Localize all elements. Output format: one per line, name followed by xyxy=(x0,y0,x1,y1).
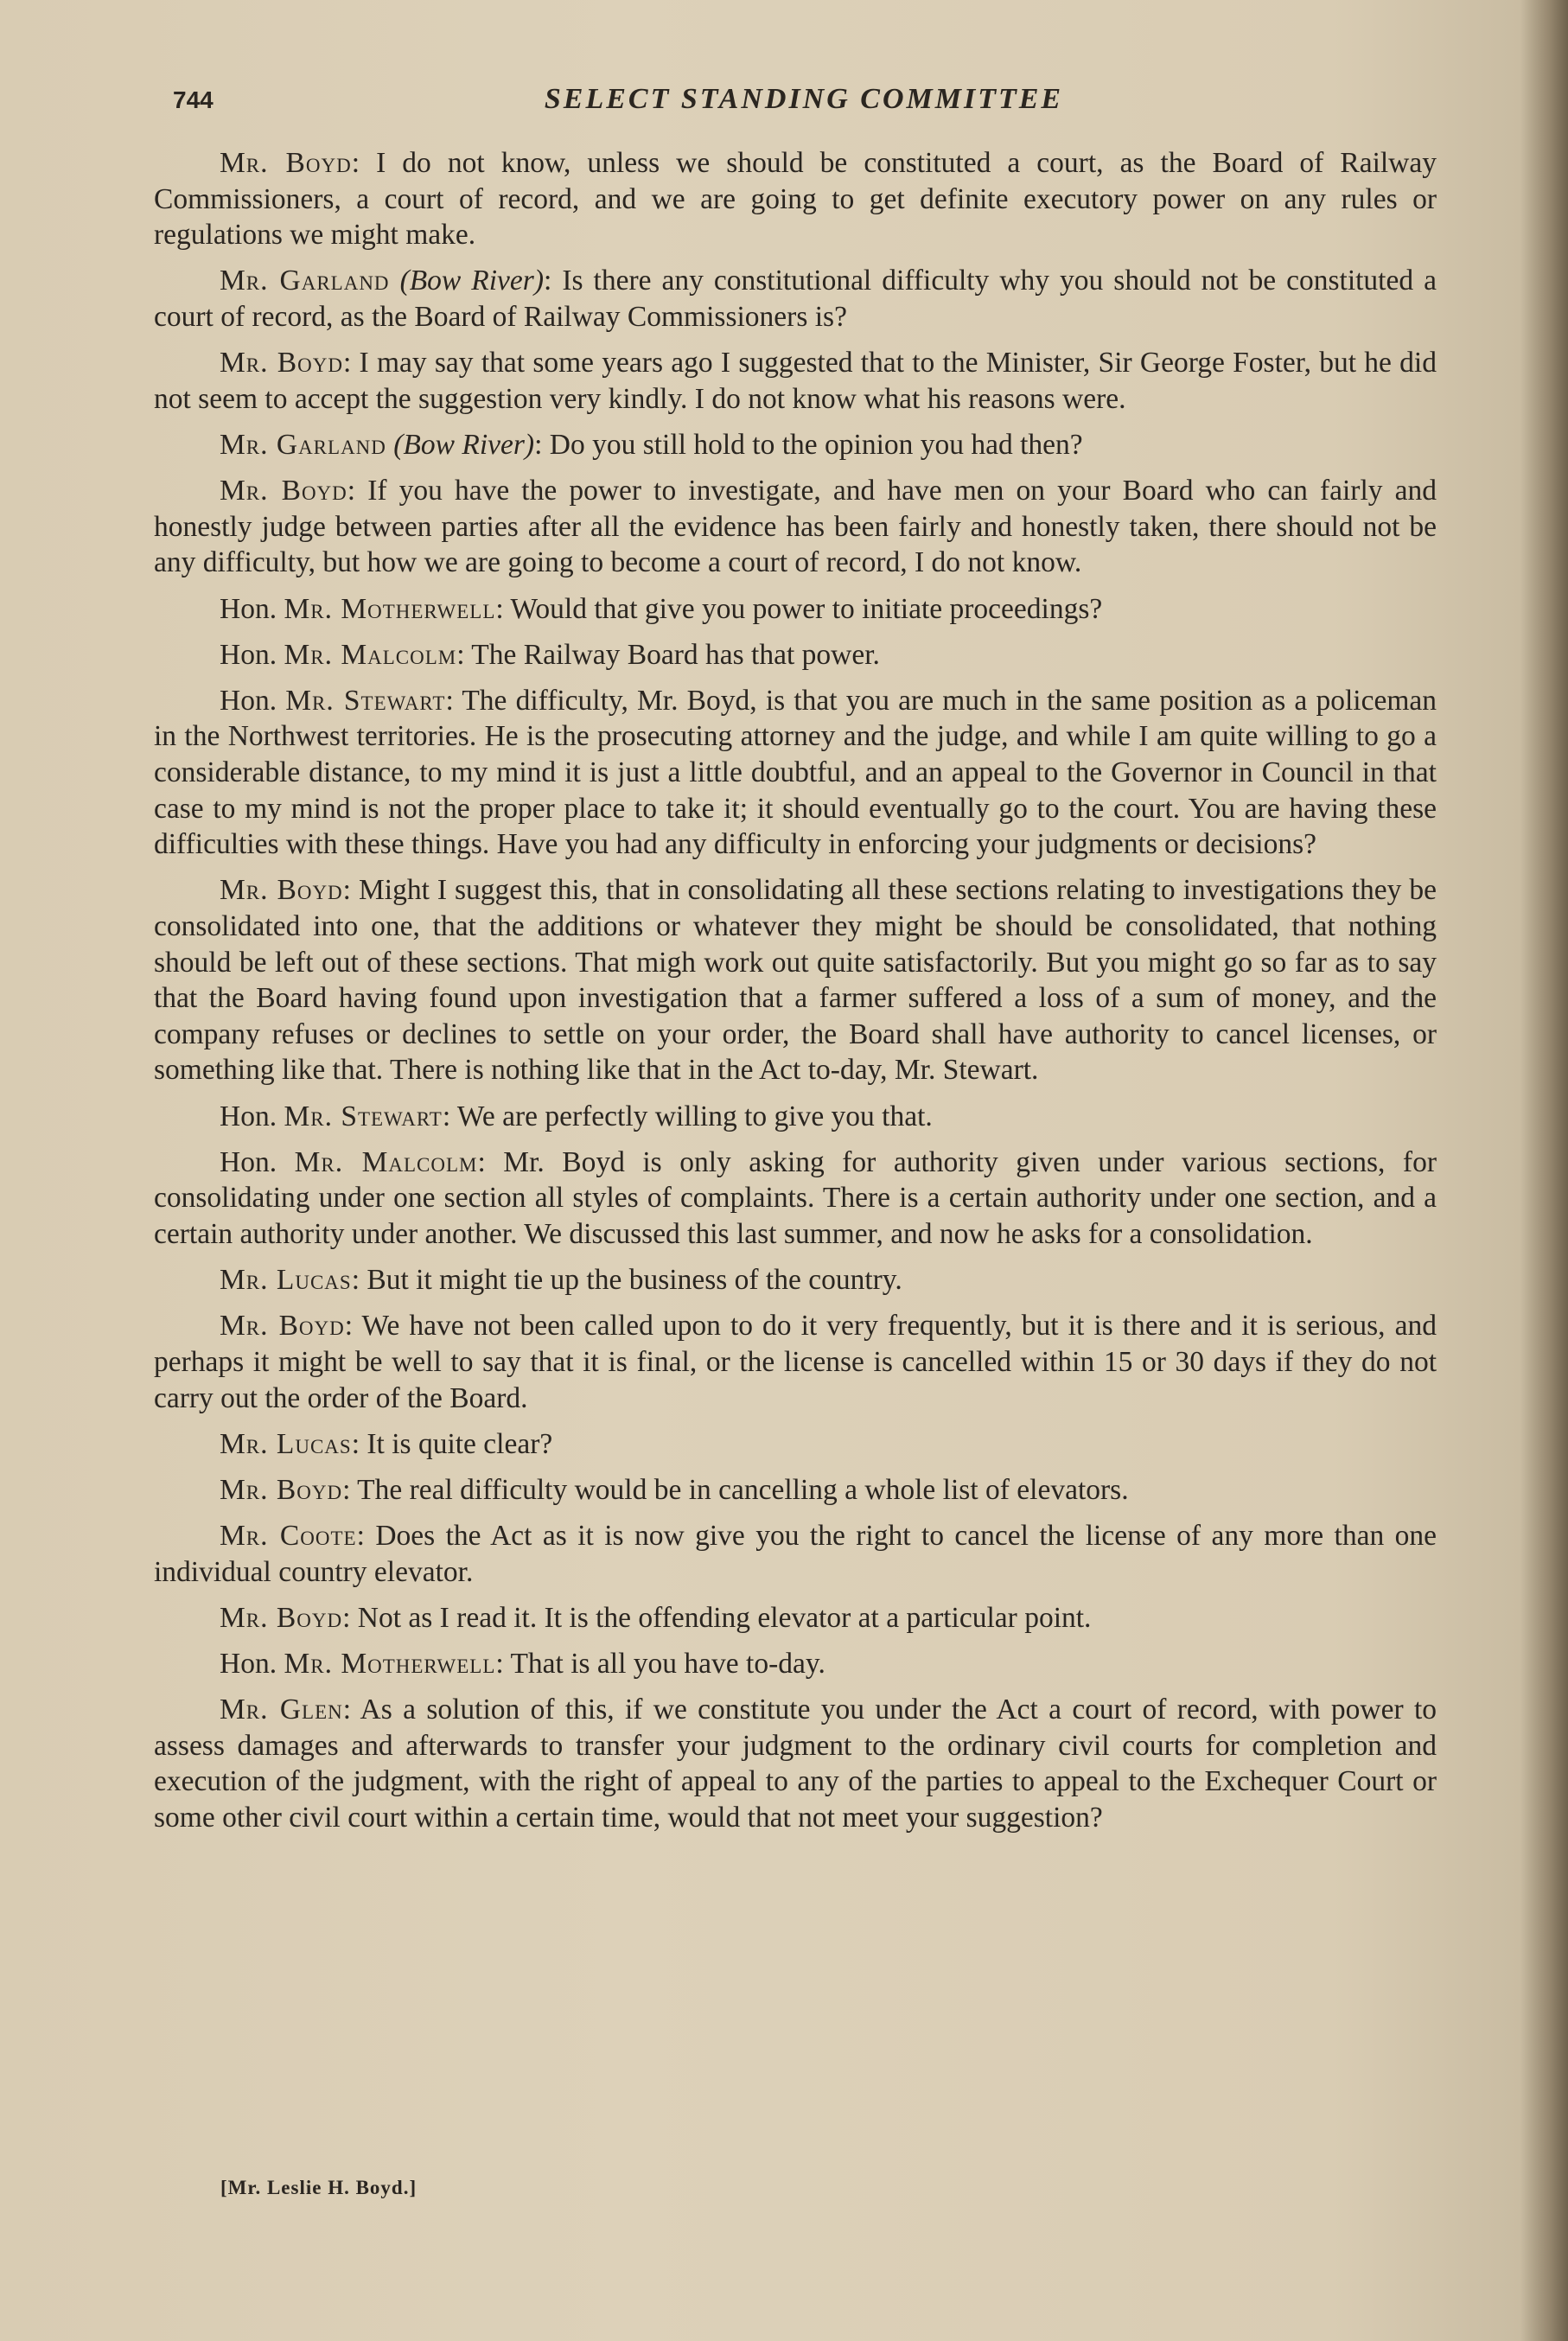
speaker-prefix: Hon. xyxy=(220,1100,284,1132)
running-head: SELECT STANDING COMMITTEE xyxy=(544,83,1064,115)
speech-paragraph xyxy=(154,1426,1437,1463)
speech-text: : Might I suggest this, that in consolidating all these sections relating to investigations they be consolidated into one, that the additions or whatever they might be should be consolidated, that nothing should be left out of these sections. That migh work out quite satisfactorily. But you might go so far as to say that the Board having found upon investigation that a farmer suffered a loss of a sum of money, and the company refuses or declines to settle on your order, the Board shall have authority to cancel licenses, or something like that. There is nothing like that in the Act to-day, Mr. Stewart. xyxy=(154,874,1437,1087)
speech-paragraph xyxy=(154,345,1437,417)
page-header xyxy=(173,83,1435,126)
speech-paragraph xyxy=(154,637,1437,673)
speaker-name: Mr. Malcolm xyxy=(294,1145,478,1178)
speaker-name: Mr. Stewart xyxy=(285,684,446,717)
speech-text: : Mr. Boyd is only asking for authority given under various sections, for consolidating under one section all styles of complaints. There is a certain authority under one section, and a certain authority under another. We discussed this last summer, and now he asks for a consolidation. xyxy=(154,1145,1437,1250)
speaker-riding: (Bow River) xyxy=(393,428,535,461)
speech-text: : The real difficulty would be in cancelling a whole list of elevators. xyxy=(342,1473,1129,1506)
speech-paragraph xyxy=(154,427,1437,463)
speech-text: : As a solution of this, if we constitute you under the Act a court of record, with power to assess damages and afterwards to transfer your judgment to the ordinary civil courts for completion and execution of the judgment, with the right of appeal to any of the parties to appeal to the Exchequer Court or some other civil court within a certain time, would that not meet your suggestion? xyxy=(154,1694,1437,1834)
speech-paragraph xyxy=(154,1518,1437,1590)
speaker-name: Mr. Boyd xyxy=(220,1601,343,1634)
speech-text: : I do not know, unless we should be constituted a court, as the Board of Railway Commissioners, a court of record, and we are going to get definite executory power on any rules or regulations we might make. xyxy=(154,147,1437,252)
speech-paragraph xyxy=(154,872,1437,1088)
speech-text: : If you have the power to investigate, and have men on your Board who can fairly and honestly judge between parties after all the evidence has been fairly and honestly taken, there should not be any difficulty, but how we are going to become a court of record, I do not know. xyxy=(154,475,1437,579)
speech-text: : It is quite clear? xyxy=(351,1427,553,1460)
speaker-name: Mr. Motherwell xyxy=(284,592,496,625)
speech-text: : Is there any constitutional difficulty why you should not be constituted a court of record, as the Board of Railway Commissioners is? xyxy=(154,265,1437,333)
page-binding-shadow xyxy=(1520,0,1568,2341)
speaker-name: Mr. Boyd xyxy=(220,475,347,507)
speech-paragraph xyxy=(154,1099,1437,1135)
speech-paragraph xyxy=(154,1262,1437,1298)
speech-text: : We are perfectly willing to give you that. xyxy=(442,1100,933,1132)
speaker-name: Mr. Boyd xyxy=(220,347,343,380)
speaker-name: Mr. Coote xyxy=(220,1520,357,1553)
speech-paragraph xyxy=(154,1646,1437,1682)
speech-paragraph xyxy=(154,1472,1437,1509)
speaker-name: Mr. Lucas xyxy=(220,1427,352,1460)
speech-text: : But it might tie up the business of the country. xyxy=(351,1264,902,1297)
speech-paragraph xyxy=(154,145,1437,253)
speaker-name: Mr. Boyd xyxy=(220,1473,343,1506)
speech-text: : That is all you have to-day. xyxy=(495,1648,825,1681)
speaker-name: Mr. Motherwell xyxy=(284,1648,496,1681)
speaker-name: Mr. Garland xyxy=(220,428,386,461)
speaker-name: Mr. Boyd xyxy=(220,147,352,179)
speaker-name: Mr. Stewart xyxy=(284,1100,443,1132)
speech-paragraph xyxy=(154,683,1437,863)
speaker-name: Mr. Boyd xyxy=(220,874,343,907)
speaker-name: Mr. Boyd xyxy=(220,1310,345,1343)
speech-paragraph xyxy=(154,591,1437,628)
speaker-name: Mr. Glen xyxy=(220,1694,343,1726)
speaker-prefix: Hon. xyxy=(220,684,286,717)
transcript-body xyxy=(154,145,1437,1846)
speech-text: : Not as I read it. It is the offending elevator at a particular point. xyxy=(342,1601,1092,1634)
speaker-name: Mr. Malcolm xyxy=(284,638,457,671)
speech-text: : The difficulty, Mr. Boyd, is that you are much in the same position as a policeman in the Northwest territories. He is the prosecuting attorney and the judge, and while I am quite willing to go a considerable distance, to my mind it is just a little doubtful, and an appeal to the Governor in Council in that case to my mind is not the proper place to take it; it should eventually go to the court. You are having these difficulties with these things. Have you had any difficulty in enforcing your judgments or decisions? xyxy=(154,684,1437,861)
speech-text: : Does the Act as it is now give you the right to cancel the license of any more than one individual country elevator. xyxy=(154,1520,1437,1588)
speech-paragraph xyxy=(154,1145,1437,1253)
speaker-prefix: Hon. xyxy=(220,1648,284,1681)
speech-paragraph xyxy=(154,1600,1437,1636)
speaker-prefix: Hon. xyxy=(220,638,284,671)
speaker-riding: (Bow River) xyxy=(399,265,544,297)
speech-paragraph xyxy=(154,1692,1437,1835)
speech-text: : We have not been called upon to do it very frequently, but it is there and it is serious, and perhaps it might be well to say that it is final, or the license is cancelled within 15 or 30 days if they do not carry out the order of the Board. xyxy=(154,1310,1437,1414)
speech-paragraph xyxy=(154,263,1437,335)
speaker-prefix: Hon. xyxy=(220,592,284,625)
speech-text: : The Railway Board has that power. xyxy=(456,638,880,671)
page-number: 744 xyxy=(173,86,214,113)
speech-text: : Do you still hold to the opinion you had then? xyxy=(534,428,1083,461)
speaker-name: Mr. Lucas xyxy=(220,1264,352,1297)
speaker-name: Mr. Garland xyxy=(220,265,390,297)
speaker-prefix: Hon. xyxy=(220,1145,295,1178)
speech-paragraph xyxy=(154,1308,1437,1416)
witness-footer-note: [Mr. Leslie H. Boyd.] xyxy=(220,2177,417,2198)
speech-paragraph xyxy=(154,473,1437,581)
speech-text: : Would that give you power to initiate proceedings? xyxy=(495,592,1103,625)
speech-text: : I may say that some years ago I suggested that to the Minister, Sir George Foster, but he did not seem to accept the suggestion very kindly. I do not know what his reasons were. xyxy=(154,347,1437,415)
